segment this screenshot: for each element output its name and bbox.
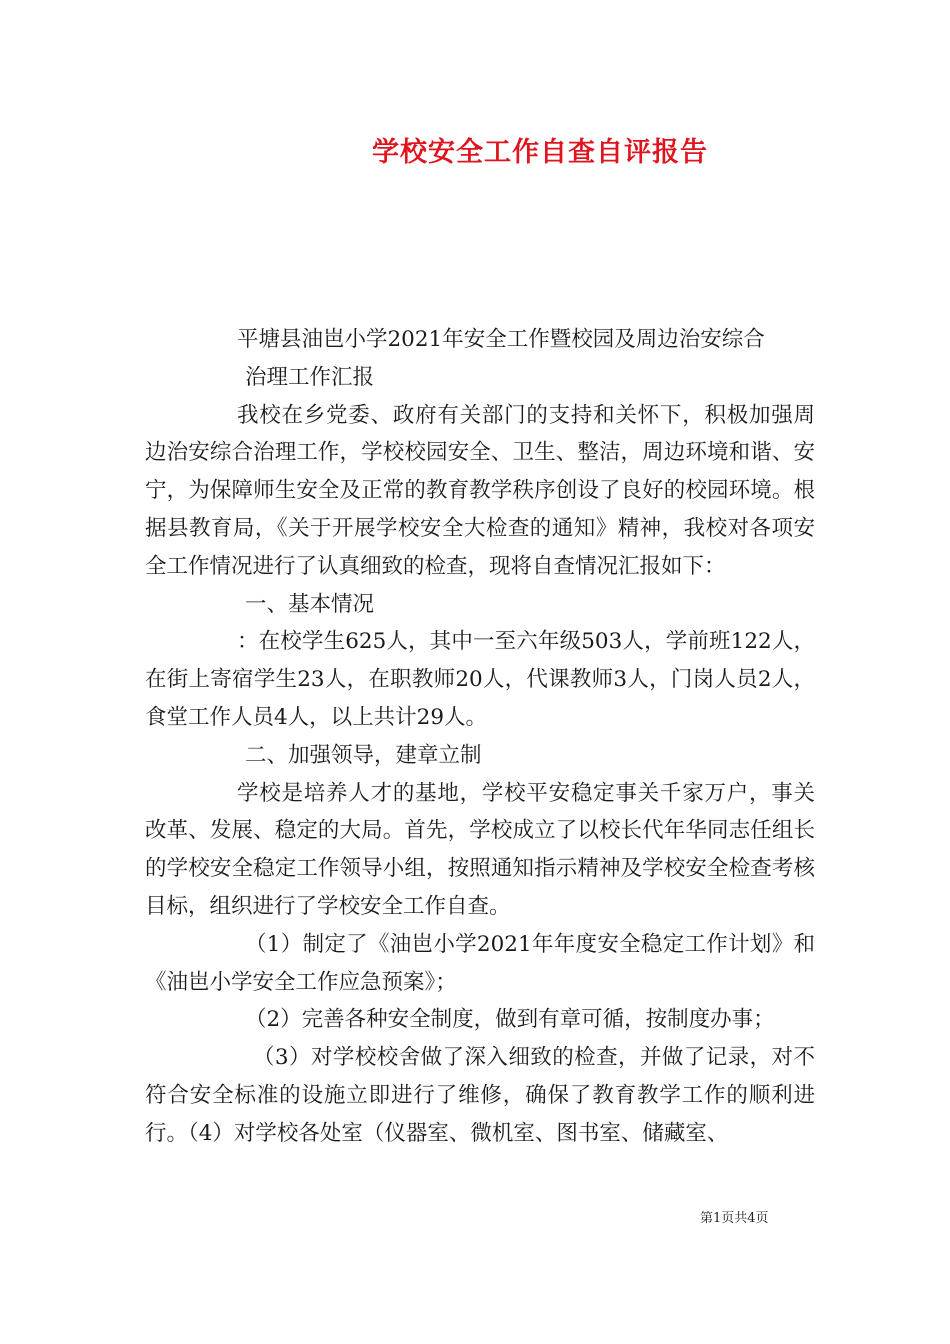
subtitle-line-1: 平塘县油岜小学2021年安全工作暨校园及周边治安综合 <box>237 327 765 352</box>
document-title: 学校安全工作自查自评报告 <box>372 137 708 168</box>
document-body <box>145 321 815 1153</box>
section-2-body: 学校是培养人才的基地，学校平安稳定事关千家万户，事关改革、发展、稳定的大局。首先，学校成立了以校长代年华同志任组长的学校安全稳定工作领导小组，按照通知指示精神及学校安全检查考核目标，组织进行了学校安全工作自查。 <box>145 780 815 919</box>
section-1-heading: 一、基本情况 <box>245 591 375 617</box>
section-2-heading: 二、加强领导，建章立制 <box>245 742 482 768</box>
page-number: 第1页共4页 <box>700 1211 769 1226</box>
list-item-3: （3）对学校校舍做了深入细致的检查，并做了记录，对不符合安全标准的设施立即进行了维修，确保了教育教学工作的顺利进行。（4）对学校各处室（仪器室、微机室、图书室、储藏室、 <box>145 1045 815 1146</box>
list-item-2: （2）完善各种安全制度，做到有章可循，按制度办事； <box>245 1007 775 1033</box>
intro-paragraph: 我校在乡党委、政府有关部门的支持和关怀下，积极加强周边治安综合治理工作，学校校园安全、卫生、整洁，周边环境和谐、安宁，为保障师生安全及正常的教育教学秩序创设了良好的校园环境。根据县教育局，《关于开展学校安全大检查的通知》精神，我校对各项安全工作情况进行了认真细致的检查，现将自查情况汇报如下： <box>145 402 815 579</box>
list-item-1: （1）制定了《油岜小学2021年年度安全稳定工作计划》和《油岜小学安全工作应急预案》； <box>145 931 815 995</box>
section-1-body: ：在校学生625人，其中一至六年级503人，学前班122人，在街上寄宿学生23人，在职教师20人，代课教师3人，门岗人员2人，食堂工作人员4人，以上共计29人。 <box>145 629 815 730</box>
subtitle-line-2: 治理工作汇报 <box>245 364 375 390</box>
